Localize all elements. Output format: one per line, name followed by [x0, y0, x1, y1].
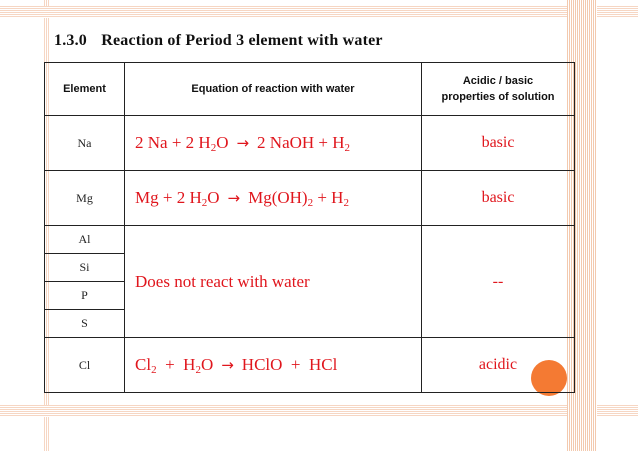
table-row [45, 338, 575, 393]
table-row [45, 171, 575, 226]
header-property [422, 63, 575, 116]
frame-bottom-stripe [0, 405, 638, 417]
property-cell: acidic [422, 338, 575, 393]
table-row [45, 226, 575, 254]
eq-part: + H [313, 188, 344, 207]
eq-part: 2 NaOH + H [257, 133, 345, 152]
eq-part: + H [156, 355, 196, 374]
eq-sub: 2 [201, 197, 208, 209]
element-cell: Cl [45, 338, 125, 393]
arrow-icon: → [221, 356, 234, 374]
eq-part: O [216, 133, 229, 152]
element-cell: Si [45, 254, 125, 282]
eq-part: Mg + 2 H [135, 188, 202, 207]
eq-sub: 2 [343, 197, 349, 209]
page-title [54, 32, 383, 50]
element-cell: S [45, 310, 125, 338]
header-property-line1: Acidic / basic [462, 75, 534, 87]
eq-part: HClO + HCl [241, 355, 338, 374]
element-cell: Mg [45, 171, 125, 226]
header-row [45, 63, 575, 116]
title-text: Reaction of Period 3 element with water [101, 32, 383, 49]
eq-sub: 2 [344, 142, 351, 154]
eq-sub: 2 [210, 142, 217, 154]
eq-sub: 2 [151, 364, 157, 376]
element-cell: Al [45, 226, 125, 254]
arrow-icon: → [227, 189, 241, 207]
header-element: Element [45, 63, 125, 116]
eq-part: 2 Na + 2 H [135, 133, 211, 152]
equation-cell [125, 338, 422, 393]
eq-sub: 2 [307, 197, 314, 209]
eq-part: Cl [135, 355, 152, 374]
table-row [45, 116, 575, 171]
frame-top-stripe [0, 6, 638, 18]
header-equation: Equation of reaction with water [125, 63, 422, 116]
property-cell: basic [422, 116, 575, 171]
property-cell: -- [422, 226, 575, 338]
property-cell: basic [422, 171, 575, 226]
arrow-icon: → [236, 134, 250, 152]
reaction-table [44, 62, 575, 393]
element-cell: Na [45, 116, 125, 171]
header-property-line2: properties of solution [441, 91, 555, 103]
eq-part: O [207, 188, 220, 207]
eq-part: O [200, 355, 214, 374]
equation-cell: Does not react with water [125, 226, 422, 338]
element-cell: P [45, 282, 125, 310]
section-number: 1.3.0 [54, 32, 87, 49]
equation-cell [125, 116, 422, 171]
eq-sub: 2 [195, 364, 201, 376]
equation-cell [125, 171, 422, 226]
eq-part: Mg(OH) [248, 188, 308, 207]
